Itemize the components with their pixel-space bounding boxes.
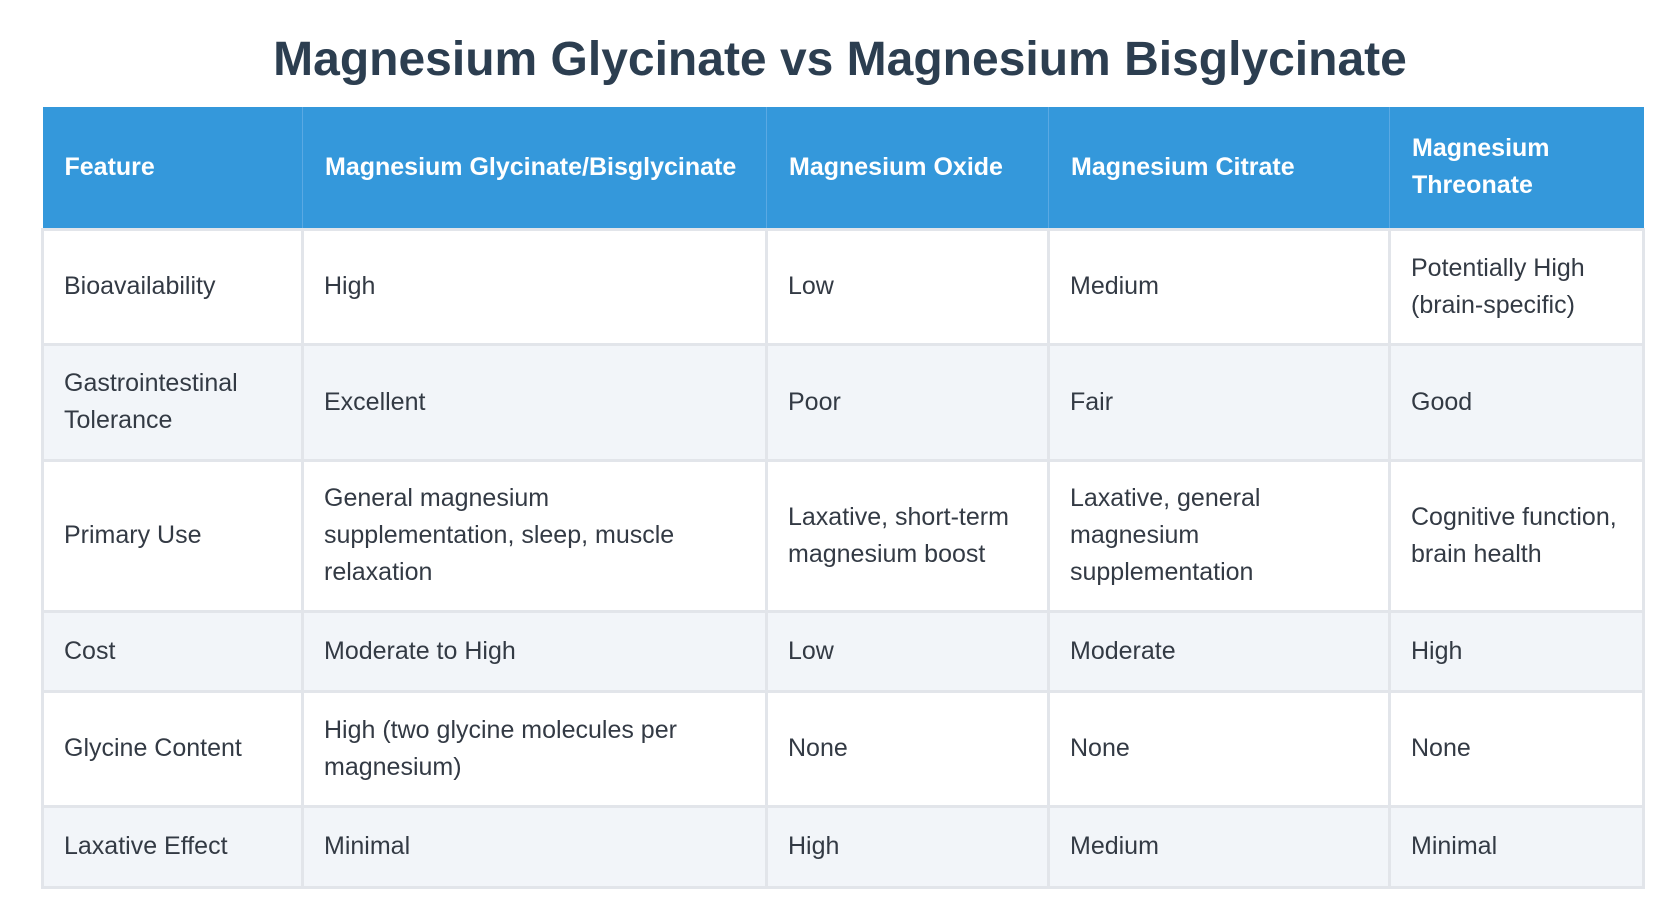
table-cell: High	[303, 229, 767, 344]
row-feature-cell: Cost	[43, 611, 303, 691]
table-cell: Good	[1390, 344, 1644, 460]
table-cell: Medium	[1049, 806, 1390, 887]
row-feature-cell: Bioavailability	[43, 229, 303, 344]
comparison-table	[41, 107, 1645, 889]
header-feature: Feature	[43, 107, 303, 229]
header-oxide: Magnesium Oxide	[767, 107, 1049, 229]
table-header-row	[43, 107, 1644, 229]
table-cell: Laxative, short-term magnesium boost	[767, 460, 1049, 611]
page-title: Magnesium Glycinate vs Magnesium Bisglycinate	[273, 33, 1407, 86]
header-citrate: Magnesium Citrate	[1049, 107, 1390, 229]
table-cell: Minimal	[303, 806, 767, 887]
table-row	[43, 611, 1644, 691]
table-cell: Potentially High (brain-specific)	[1390, 229, 1644, 344]
table-cell: Excellent	[303, 344, 767, 460]
table-cell: None	[1049, 691, 1390, 806]
table-cell: Cognitive function, brain health	[1390, 460, 1644, 611]
table-row	[43, 691, 1644, 806]
table-row	[43, 460, 1644, 611]
table-cell: High	[1390, 611, 1644, 691]
table-cell: None	[1390, 691, 1644, 806]
table-cell: Medium	[1049, 229, 1390, 344]
row-feature-cell: Primary Use	[43, 460, 303, 611]
table-cell: Fair	[1049, 344, 1390, 460]
table-cell: Moderate	[1049, 611, 1390, 691]
row-feature-cell: Glycine Content	[43, 691, 303, 806]
table-cell: Low	[767, 229, 1049, 344]
table-cell: General magnesium supplementation, sleep, muscle relaxation	[303, 460, 767, 611]
table-cell: Poor	[767, 344, 1049, 460]
table-cell: Laxative, general magnesium supplementation	[1049, 460, 1390, 611]
table-row	[43, 229, 1644, 344]
table-row	[43, 344, 1644, 460]
table-cell: High (two glycine molecules per magnesium)	[303, 691, 767, 806]
row-feature-cell: Laxative Effect	[43, 806, 303, 887]
header-threonate: Magnesium Threonate	[1390, 107, 1644, 229]
table-cell: Low	[767, 611, 1049, 691]
table-cell: None	[767, 691, 1049, 806]
header-glycinate: Magnesium Glycinate/Bisglycinate	[303, 107, 767, 229]
table-cell: Moderate to High	[303, 611, 767, 691]
table-row	[43, 806, 1644, 887]
row-feature-cell: Gastrointestinal Tolerance	[43, 344, 303, 460]
table-cell: High	[767, 806, 1049, 887]
table-cell: Minimal	[1390, 806, 1644, 887]
